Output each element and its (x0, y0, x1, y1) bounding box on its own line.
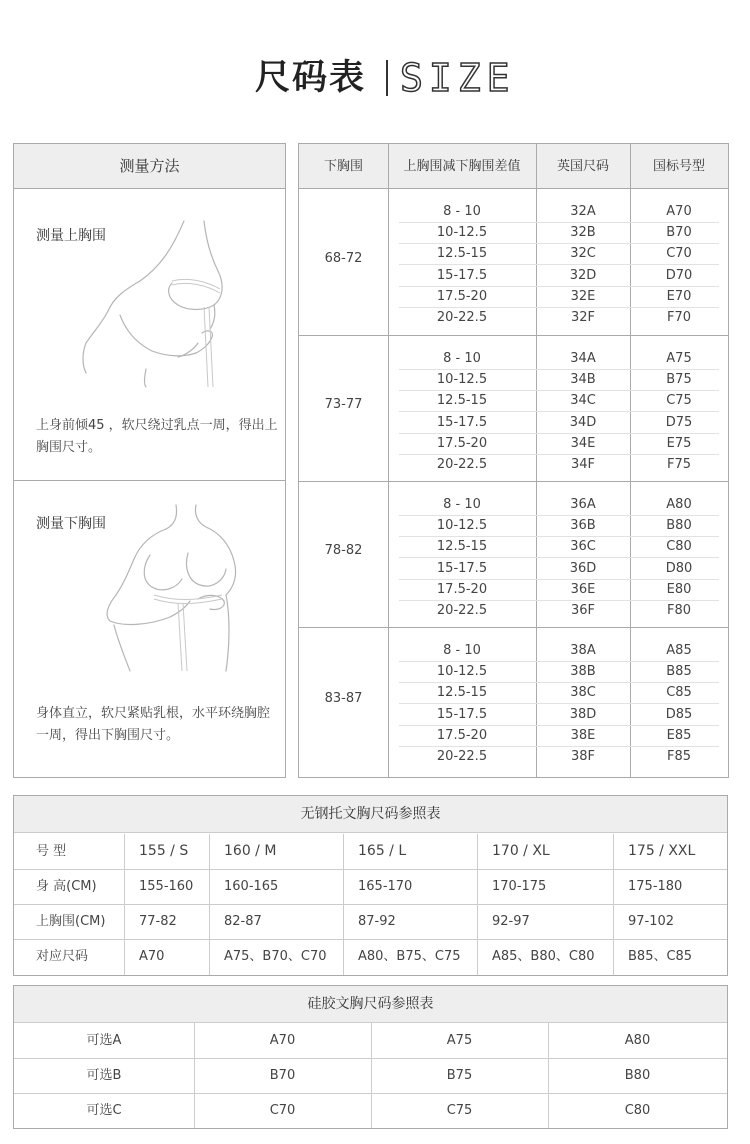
size-table (298, 143, 729, 778)
wireless-cell: A75、B70、C70 (224, 949, 327, 964)
wireless-cell: 92-97 (492, 914, 530, 929)
uk-size-cell: 34C (570, 393, 596, 409)
bust-difference-cell: 8 - 10 (443, 497, 481, 512)
cn-size-cell: B85 (666, 664, 692, 680)
header-cn-size: 国标号型 (652, 159, 705, 174)
bust-difference-cell: 15-17.5 (436, 560, 488, 576)
wireless-cell: 160 / M (224, 843, 277, 859)
under-bust-section (14, 481, 285, 777)
upper-bust-section (14, 189, 285, 481)
column-divider (548, 1023, 549, 1128)
wireless-cell: 155 / S (139, 843, 189, 859)
wireless-row-label: 身 高(CM) (36, 879, 97, 894)
cn-size-cell: A70 (666, 204, 692, 219)
under-bust-label: 测量下胸围 (36, 516, 106, 532)
uk-size-cell: 38C (570, 685, 596, 701)
silicone-bra-size-table (13, 985, 728, 1129)
wireless-cell: 170 / XL (492, 843, 550, 859)
cn-size-cell: F85 (666, 749, 692, 764)
silicone-cell: A70 (269, 1033, 296, 1048)
column-divider (209, 834, 210, 975)
wireless-cell: 170-175 (492, 879, 547, 894)
silicone-row-label: 可选B (86, 1068, 122, 1083)
size-group (299, 336, 728, 482)
wireless-cell: 155-160 (139, 879, 194, 894)
wireless-row (14, 904, 727, 939)
wireless-row (14, 869, 727, 904)
cn-size-cell: F80 (666, 603, 692, 618)
silicone-cell: A75 (446, 1033, 473, 1048)
header-underbust: 下胸围 (323, 159, 363, 174)
uk-size-cell: 36A (570, 497, 596, 512)
cn-size-cell: E70 (666, 288, 692, 304)
title-divider (386, 60, 388, 96)
wireless-cell: 97-102 (628, 914, 675, 929)
title-english: SIZE (400, 56, 516, 100)
wireless-cell: 82-87 (224, 914, 262, 929)
uk-size-cell: 34B (570, 372, 596, 388)
size-group (299, 628, 728, 777)
wireless-cell: 175 / XXL (628, 843, 696, 859)
silicone-row-label: 可选A (86, 1033, 122, 1048)
bust-difference-cell: 15-17.5 (436, 706, 488, 722)
uk-size-cell: 32B (570, 225, 596, 241)
upper-bust-label: 测量上胸围 (36, 228, 106, 244)
bust-difference-cell: 12.5-15 (436, 393, 488, 409)
page-title (0, 52, 750, 104)
column-divider (194, 1023, 195, 1128)
uk-size-cell: 36E (570, 581, 596, 597)
bust-difference-cell: 17.5-20 (436, 435, 488, 451)
uk-size-cell: 38D (569, 706, 597, 722)
uk-size-cell: 36D (569, 560, 597, 576)
bust-difference-cell: 8 - 10 (443, 643, 481, 658)
cn-size-cell: E75 (666, 435, 692, 451)
measure-method-heading: 测量方法 (14, 144, 285, 189)
bust-difference-cell: 17.5-20 (436, 727, 488, 743)
uk-size-cell: 34E (570, 435, 596, 451)
wireless-cell: A80、B75、C75 (358, 949, 461, 964)
cn-size-cell: D70 (665, 267, 693, 283)
wireless-row (14, 834, 727, 869)
bust-difference-cell: 20-22.5 (436, 603, 488, 618)
underbust-range: 68-72 (324, 251, 363, 266)
cn-size-cell: C80 (666, 539, 692, 555)
measure-method-panel (13, 143, 286, 778)
column-divider (477, 834, 478, 975)
bust-difference-cell: 20-22.5 (436, 310, 488, 325)
bust-difference-cell: 10-12.5 (436, 664, 488, 680)
uk-size-cell: 32F (570, 310, 596, 325)
wireless-bra-size-table (13, 795, 728, 976)
wireless-cell: A70 (139, 949, 165, 964)
bust-difference-cell: 10-12.5 (436, 372, 488, 388)
uk-size-cell: 38A (570, 643, 596, 658)
uk-size-cell: 32C (570, 246, 596, 262)
cn-size-cell: B80 (666, 518, 692, 534)
uk-size-cell: 32A (570, 204, 596, 219)
cn-size-cell: A80 (666, 497, 692, 512)
underbust-range: 73-77 (324, 397, 363, 412)
bust-difference-cell: 15-17.5 (436, 267, 488, 283)
size-group (299, 482, 728, 628)
wireless-cell: 165-170 (358, 879, 413, 894)
bust-difference-cell: 12.5-15 (436, 246, 488, 262)
cn-size-cell: E80 (666, 581, 692, 597)
cn-size-cell: C70 (666, 246, 692, 262)
wireless-cell: 87-92 (358, 914, 396, 929)
wireless-row (14, 939, 727, 974)
bust-difference-cell: 12.5-15 (436, 685, 488, 701)
header-bust-difference: 上胸围减下胸围差值 (403, 159, 521, 174)
wireless-cell: 165 / L (358, 843, 407, 859)
underbust-range: 78-82 (324, 543, 363, 558)
uk-size-cell: 32E (570, 288, 596, 304)
cn-size-cell: E85 (666, 727, 692, 743)
uk-size-cell: 34D (569, 414, 597, 430)
cn-size-cell: B70 (666, 225, 692, 241)
size-table-header (299, 144, 728, 189)
wireless-cell: 175-180 (628, 879, 683, 894)
bust-difference-cell: 17.5-20 (436, 288, 488, 304)
wireless-row-label: 对应尺码 (36, 949, 89, 964)
silicone-cell: C80 (624, 1103, 651, 1118)
bust-difference-cell: 15-17.5 (436, 414, 488, 430)
wireless-row-label: 上胸围(CM) (36, 914, 106, 929)
wireless-cell: 160-165 (224, 879, 279, 894)
column-divider (613, 834, 614, 975)
silicone-cell: B75 (446, 1068, 473, 1083)
upper-bust-illustration (64, 219, 234, 389)
bust-difference-cell: 8 - 10 (443, 204, 481, 219)
wireless-row-label: 号 型 (36, 844, 67, 859)
uk-size-cell: 36C (570, 539, 596, 555)
cn-size-cell: A75 (666, 351, 692, 366)
uk-size-cell: 36F (570, 603, 596, 618)
size-group (299, 189, 728, 336)
wireless-cell: 77-82 (139, 914, 177, 929)
column-divider (124, 834, 125, 975)
uk-size-cell: 32D (569, 267, 597, 283)
silicone-cell: B70 (269, 1068, 296, 1083)
uk-size-cell: 36B (570, 518, 596, 534)
silicone-cell: A80 (624, 1033, 651, 1048)
bust-difference-cell: 10-12.5 (436, 518, 488, 534)
bust-difference-cell: 10-12.5 (436, 225, 488, 241)
cn-size-cell: D85 (665, 706, 693, 722)
cn-size-cell: F70 (666, 310, 692, 325)
bust-difference-cell: 20-22.5 (436, 749, 488, 764)
bust-difference-cell: 12.5-15 (436, 539, 488, 555)
under-bust-illustration (94, 503, 264, 673)
cn-size-cell: C85 (666, 685, 692, 701)
uk-size-cell: 34F (570, 457, 596, 472)
bust-difference-cell: 20-22.5 (436, 457, 488, 472)
under-bust-description: 身体直立，软尺紧贴乳根，水平环绕胸腔一周，得出下胸围尺寸。 (36, 706, 271, 743)
cn-size-cell: F75 (666, 457, 692, 472)
cn-size-cell: D75 (665, 414, 693, 430)
uk-size-cell: 38F (570, 749, 596, 764)
column-divider (371, 1023, 372, 1128)
underbust-range: 83-87 (324, 691, 363, 706)
silicone-cell: C75 (446, 1103, 473, 1118)
silicone-cell: C70 (269, 1103, 296, 1118)
wireless-table-title: 无钢托文胸尺码参照表 (14, 796, 727, 833)
uk-size-cell: 34A (570, 351, 596, 366)
title-chinese: 尺码表 (255, 58, 367, 98)
uk-size-cell: 38B (570, 664, 596, 680)
cn-size-cell: A85 (666, 643, 692, 658)
wireless-cell: B85、C85 (628, 949, 693, 964)
cn-size-cell: C75 (666, 393, 692, 409)
column-divider (343, 834, 344, 975)
cn-size-cell: B75 (666, 372, 692, 388)
bust-difference-cell: 17.5-20 (436, 581, 488, 597)
silicone-cell: B80 (624, 1068, 651, 1083)
uk-size-cell: 38E (570, 727, 596, 743)
header-uk-size: 英国尺码 (556, 159, 609, 174)
wireless-cell: A85、B80、C80 (492, 949, 595, 964)
cn-size-cell: D80 (665, 560, 693, 576)
silicone-row-label: 可选C (86, 1103, 122, 1118)
silicone-table-title: 硅胶文胸尺码参照表 (14, 986, 727, 1023)
upper-bust-description: 上身前倾45 ，软尺绕过乳点一周，得出上胸围尺寸。 (36, 418, 278, 455)
bust-difference-cell: 8 - 10 (443, 351, 481, 366)
